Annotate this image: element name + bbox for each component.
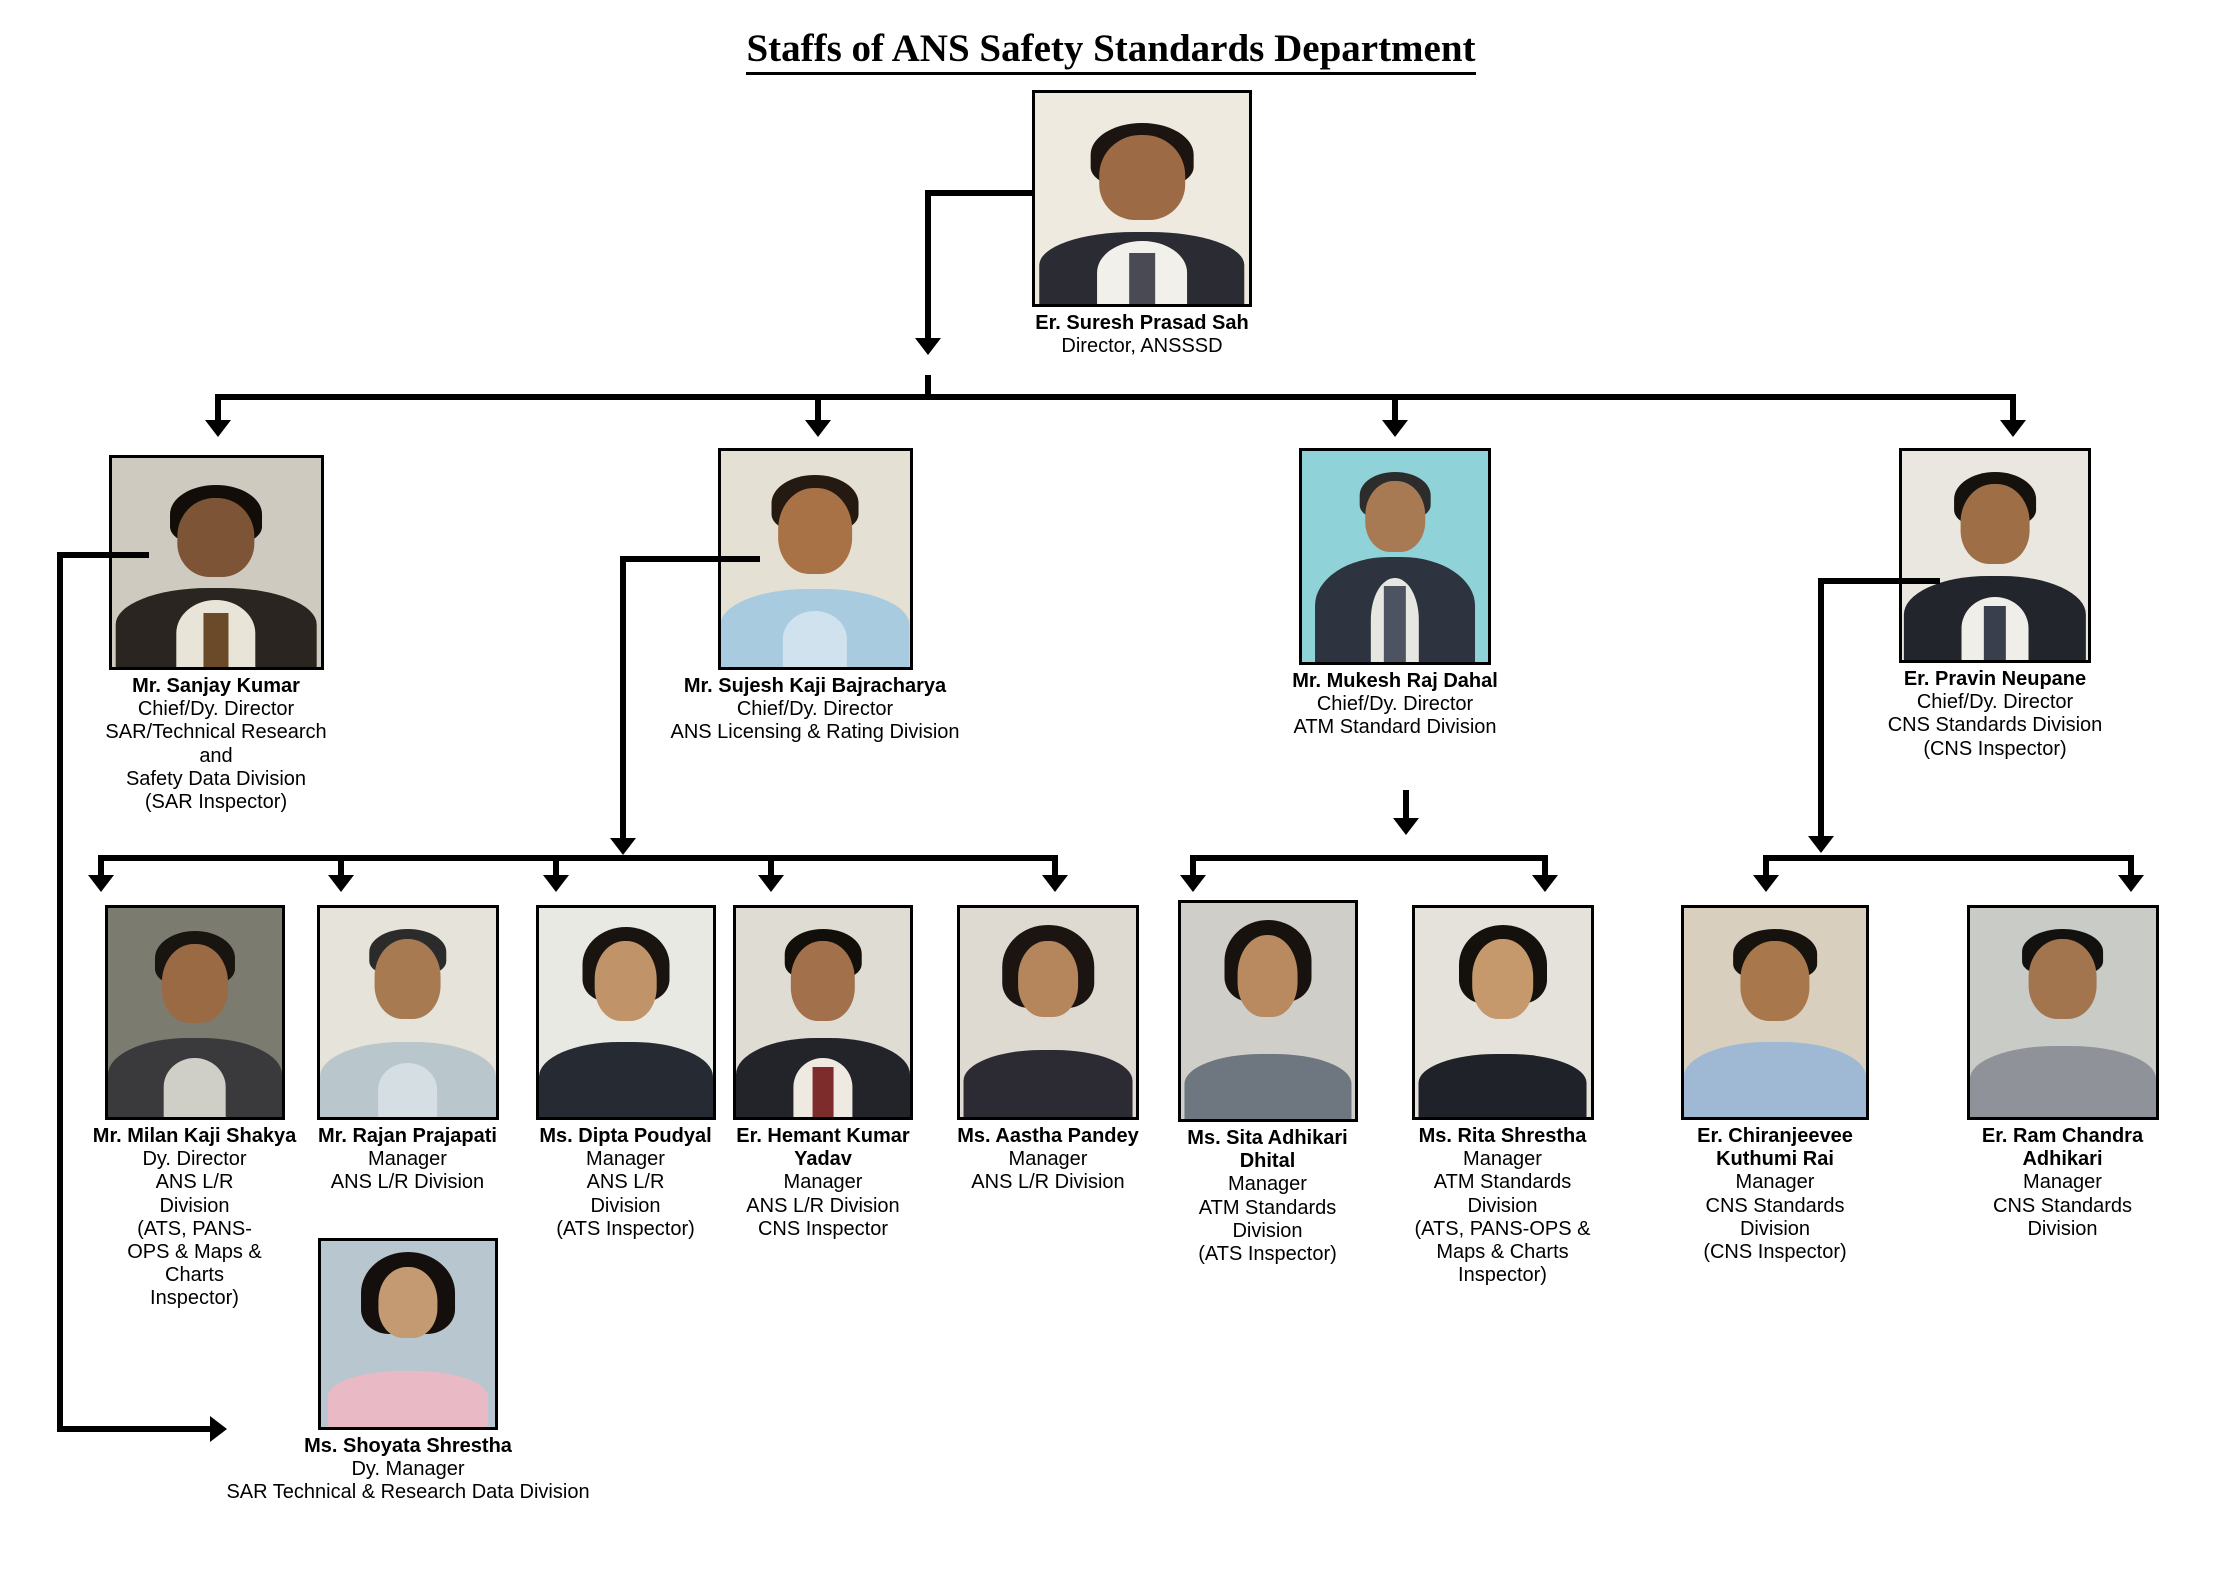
connector-l3-drop-8 (1763, 855, 1769, 877)
person-role-line: Division (1739, 1217, 1811, 1240)
node-caption (723, 1125, 923, 1241)
person-name: Er. Hemant Kumar Yadav (736, 1125, 910, 1171)
connector-arrow-l3-5 (1042, 875, 1068, 892)
node-caption (300, 1125, 515, 1195)
person-role-line: ANS L/R (586, 1171, 665, 1194)
connector-arrow-l2-2 (805, 420, 831, 437)
person-role-line: Maps & Charts (1436, 1240, 1569, 1263)
node-chief-atm (1245, 448, 1545, 740)
person-name: Ms. Aastha Pandey (957, 1125, 1139, 1147)
person-name: Mr. Sujesh Kaji Bajracharya (683, 675, 947, 697)
connector-arrow-cns-down (1808, 836, 1834, 853)
person-role-line: Charts (165, 1264, 224, 1287)
connector-l3-drop-9 (2128, 855, 2134, 877)
avatar (1967, 905, 2159, 1120)
person-role-line: Division (590, 1194, 661, 1217)
connector-arrow-l3-7 (1532, 875, 1558, 892)
connector-level3-bus-cns (1763, 855, 2133, 861)
node-sita-dhital (1160, 900, 1375, 1266)
avatar (957, 905, 1139, 1120)
person-role-line: Division (2027, 1217, 2098, 1240)
node-ram-chandra-adhikari (1955, 905, 2170, 1241)
connector-l3-drop-2 (338, 855, 344, 877)
connector-arrow-l2-3 (1382, 420, 1408, 437)
avatar (1178, 900, 1358, 1122)
person-role-line: ANS Licensing & Rating Division (670, 721, 960, 744)
person-role-line: Chief/Dy. Director (1316, 693, 1474, 716)
person-name: Er. Ram Chandra Adhikari (1981, 1125, 2144, 1171)
person-role-line: ANS L/R Division (330, 1171, 485, 1194)
connector-arrow-l2-1 (205, 420, 231, 437)
person-role-line: Director, ANSSSD (1061, 335, 1223, 358)
connector-arrow-l3-4 (758, 875, 784, 892)
person-name: Er. Chiranjeevee Kuthumi Rai (1697, 1125, 1853, 1171)
person-role-line: CNS Standards Division (1887, 714, 2103, 737)
node-caption (178, 1435, 638, 1505)
node-shoyata-shrestha (178, 1238, 638, 1505)
node-chief-licensing (660, 448, 970, 745)
person-role-line: (ATS Inspector) (556, 1217, 695, 1240)
person-role-line: Manager (783, 1171, 863, 1194)
connector-arrow-l3-1 (88, 875, 114, 892)
node-caption (1955, 1125, 2170, 1241)
person-name: Ms. Sita Adhikari Dhital (1187, 1127, 1348, 1173)
node-rita-shrestha (1395, 905, 1610, 1287)
node-aastha-pandey (948, 905, 1148, 1195)
connector-root-stub (925, 190, 931, 340)
node-hemant-yadav (723, 905, 923, 1241)
person-role-line: ATM Standards (1198, 1196, 1337, 1219)
connector-lr-top (620, 556, 760, 562)
person-role-line: Inspector) (150, 1287, 239, 1310)
avatar (1681, 905, 1869, 1120)
connector-arrow-l3-2 (328, 875, 354, 892)
node-caption (1032, 312, 1252, 358)
person-role-line: Division (1232, 1219, 1303, 1242)
connector-root-elbow (925, 190, 1035, 196)
person-role-line: Dy. Director (142, 1148, 247, 1171)
connector-l2-drop-4 (2010, 394, 2016, 422)
avatar (109, 455, 324, 670)
connector-cns-top (1818, 578, 1940, 584)
person-name: Ms. Dipta Poudyal (539, 1125, 712, 1147)
person-role-line: SAR/Technical Research and (105, 721, 327, 767)
connector-sar-down (57, 552, 63, 1432)
person-name: Ms. Rita Shrestha (1418, 1125, 1587, 1147)
node-caption (948, 1125, 1148, 1195)
node-chiranjeevee-rai (1675, 905, 1875, 1264)
person-role-line: Manager (368, 1148, 447, 1171)
person-role-line: Safety Data Division (125, 767, 307, 790)
avatar (1299, 448, 1491, 665)
connector-arrow-l3-9 (2118, 875, 2144, 892)
node-rajan-prajapati (300, 905, 515, 1195)
avatar (1412, 905, 1594, 1120)
person-role-line: CNS Standards (1705, 1194, 1845, 1217)
connector-l2-drop-1 (215, 394, 221, 422)
node-chief-cns (1845, 448, 2145, 761)
person-name: Er. Suresh Prasad Sah (1035, 312, 1249, 334)
person-role-line: Inspector) (1458, 1264, 1547, 1287)
person-name: Mr. Sanjay Kumar (132, 675, 300, 697)
connector-sar-top (57, 552, 149, 558)
connector-arrow-l3-3 (543, 875, 569, 892)
person-role-line: (ATS, PANS-OPS & (1414, 1217, 1591, 1240)
person-role-line: Manager (1008, 1148, 1088, 1171)
person-role-line: CNS Standards (1993, 1194, 2132, 1217)
avatar (105, 905, 285, 1120)
avatar (318, 1238, 498, 1430)
person-role-line: Chief/Dy. Director (1916, 691, 2074, 714)
node-chief-sar (100, 455, 332, 814)
connector-lr-down (620, 556, 626, 841)
avatar (536, 905, 716, 1120)
avatar (733, 905, 913, 1120)
avatar (1032, 90, 1252, 307)
connector-arrow-atm-down (1393, 818, 1419, 835)
connector-l3-drop-3 (553, 855, 559, 877)
node-caption (660, 675, 970, 745)
node-director (1032, 90, 1252, 358)
connector-arrow-l3-8 (1753, 875, 1779, 892)
connector-arrow-l2-4 (2000, 420, 2026, 437)
connector-l3-drop-4 (768, 855, 774, 877)
node-caption (1675, 1125, 1875, 1264)
node-caption (1245, 670, 1545, 740)
person-name: Mr. Milan Kaji Shakya (92, 1125, 297, 1147)
node-dipta-poudyal (528, 905, 723, 1241)
person-role-line: Manager (1463, 1148, 1542, 1171)
person-role-line: Manager (586, 1148, 665, 1171)
person-role-line: CNS Inspector (757, 1217, 889, 1240)
person-role-line: (ATS Inspector) (1198, 1242, 1337, 1265)
person-role-line: Division (159, 1194, 230, 1217)
person-name: Ms. Shoyata Shrestha (304, 1435, 512, 1457)
connector-l3-drop-1 (98, 855, 104, 877)
connector-level3-bus-atm (1190, 855, 1548, 861)
connector-arrow-l3-6 (1180, 875, 1206, 892)
person-role-line: OPS & Maps & (127, 1240, 262, 1263)
person-name: Er. Pravin Neupane (1903, 668, 2087, 690)
connector-l3-drop-5 (1052, 855, 1058, 877)
person-role-line: ANS L/R (155, 1171, 234, 1194)
person-role-line: Manager (1735, 1171, 1815, 1194)
node-caption (1160, 1127, 1375, 1266)
person-role-line: Dy. Manager (351, 1458, 465, 1481)
person-role-line: Chief/Dy. Director (137, 698, 295, 721)
avatar (1899, 448, 2091, 663)
person-role-line: (CNS Inspector) (1703, 1240, 1847, 1263)
node-caption (1845, 668, 2145, 761)
person-role-line: SAR Technical & Research Data Division (226, 1481, 590, 1504)
person-role-line: ANS L/R Division (971, 1171, 1125, 1194)
person-role-line: ATM Standards (1433, 1171, 1572, 1194)
person-role-line: ATM Standard Division (1293, 716, 1497, 739)
node-caption (100, 675, 332, 814)
avatar (317, 905, 499, 1120)
page-title: Staffs of ANS Safety Standards Department (0, 26, 2222, 71)
person-role-line: Manager (1228, 1173, 1307, 1196)
connector-level3-bus-lr (98, 855, 1058, 861)
person-role-line: ANS L/R Division (746, 1194, 900, 1217)
connector-cns-down (1818, 578, 1824, 840)
person-role-line: (SAR Inspector) (144, 790, 288, 813)
connector-l3-drop-7 (1542, 855, 1548, 877)
connector-arrow-root (915, 338, 941, 355)
connector-l2-drop-2 (815, 394, 821, 422)
person-role-line: (CNS Inspector) (1923, 737, 2067, 760)
person-role-line: Division (1467, 1194, 1538, 1217)
node-caption (1395, 1125, 1610, 1287)
connector-arrow-lr-down (610, 838, 636, 855)
person-role-line: Chief/Dy. Director (736, 698, 894, 721)
person-role-line: Manager (2023, 1171, 2102, 1194)
person-name: Mr. Mukesh Raj Dahal (1292, 670, 1498, 692)
person-role-line: (ATS, PANS- (137, 1217, 252, 1240)
connector-l3-drop-6 (1190, 855, 1196, 877)
person-name: Mr. Rajan Prajapati (318, 1125, 497, 1147)
node-caption (528, 1125, 723, 1241)
connector-l2-drop-3 (1392, 394, 1398, 422)
connector-level2-bus (215, 394, 2015, 400)
